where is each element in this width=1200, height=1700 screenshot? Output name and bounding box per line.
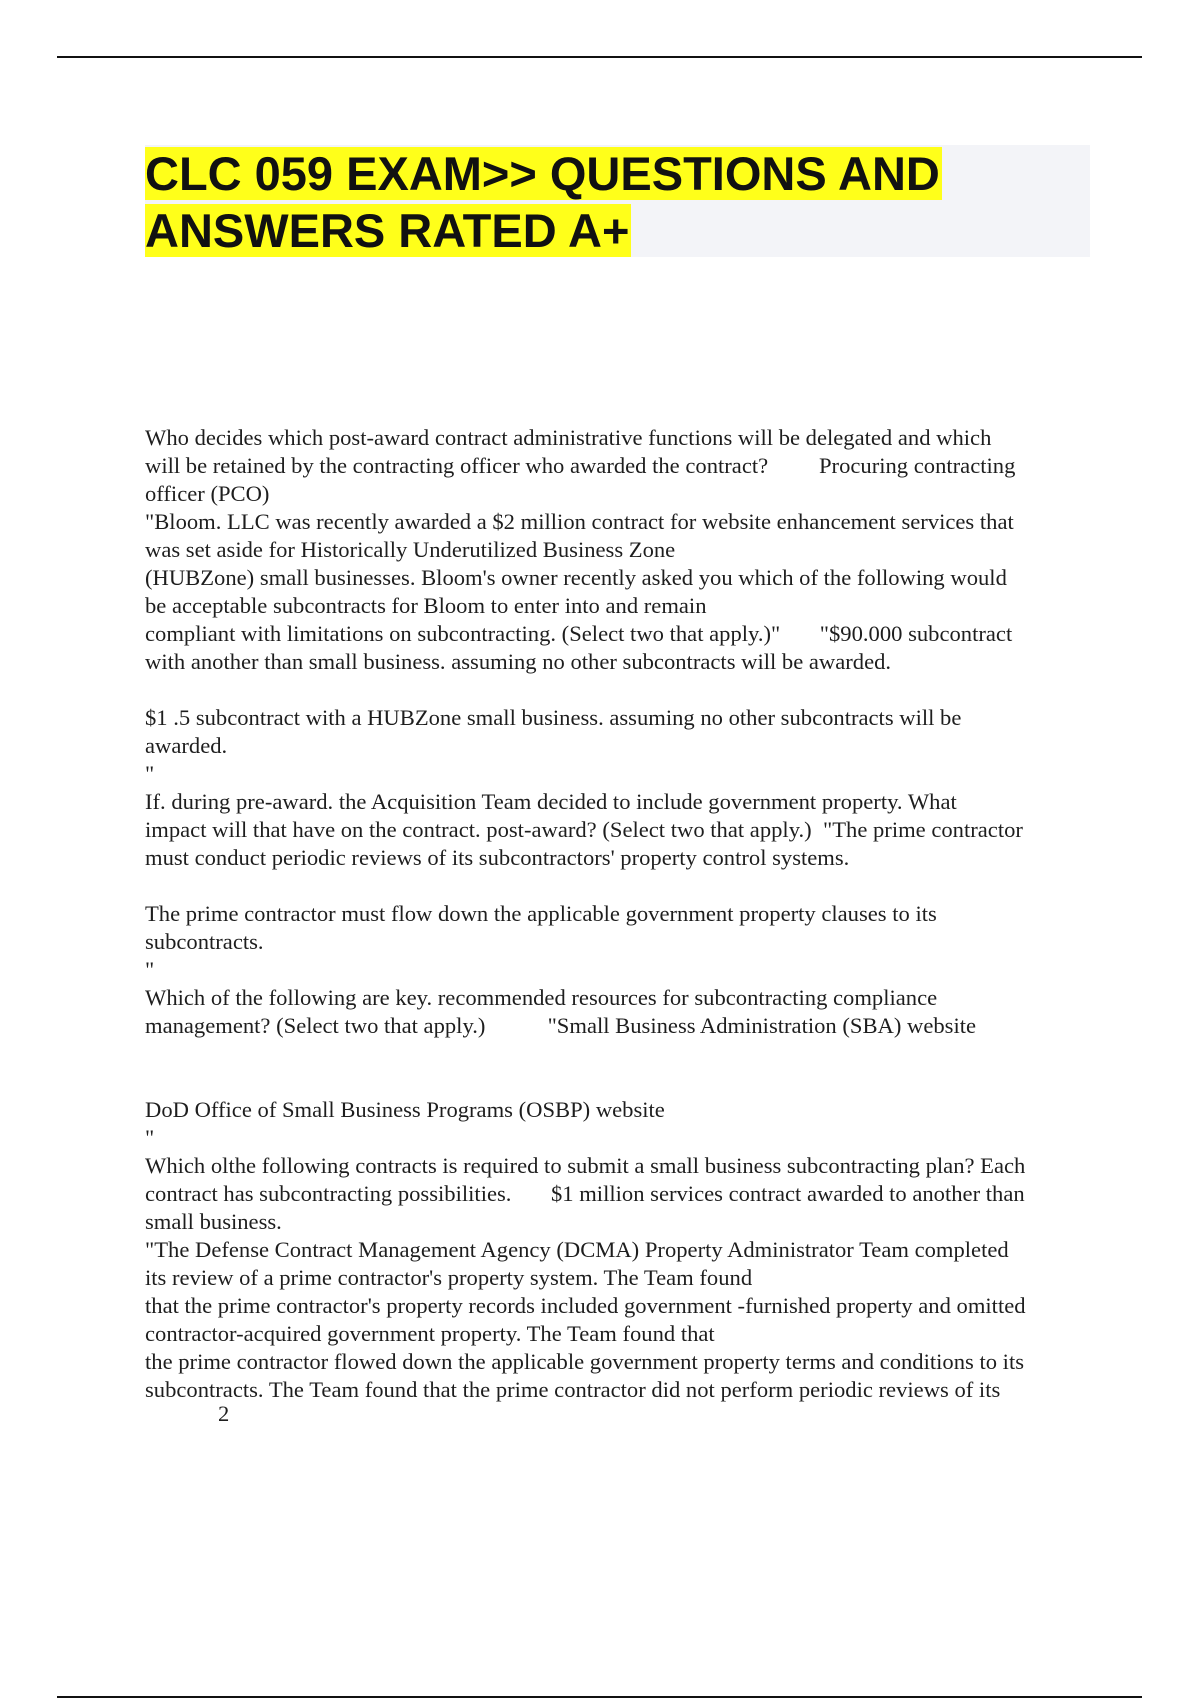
body-line: small business.	[145, 1209, 282, 1234]
body-line: The prime contractor must flow down the applicable government property clauses to its	[145, 901, 937, 926]
body-line: $1 .5 subcontract with a HUBZone small business. assuming no other subcontracts will be	[145, 705, 962, 730]
body-line: the prime contractor flowed down the applicable government property terms and conditions to its	[145, 1349, 1025, 1374]
body-line: Which of the following are key. recommended resources for subcontracting compliance	[145, 985, 938, 1010]
body-line: management? (Select two that apply.) "Small Business Administration (SBA) website	[145, 1013, 977, 1038]
body-line: must conduct periodic reviews of its subcontractors' property control systems.	[145, 845, 850, 870]
page-number: 2	[218, 1401, 230, 1426]
body-line: its review of a prime contractor's property system. The Team found	[145, 1265, 753, 1290]
body-line: with another than small business. assuming no other subcontracts will be awarded.	[145, 649, 892, 674]
body-line: was set aside for Historically Underutilized Business Zone	[145, 537, 676, 562]
title-line-1: CLC 059 EXAM>> QUESTIONS AND	[145, 147, 940, 200]
body-line: "	[145, 761, 155, 786]
body-line: Who decides which post-award contract administrative functions will be delegated and which	[145, 425, 992, 450]
body-line: subcontracts. The Team found that the prime contractor did not perform periodic reviews of its	[145, 1377, 1001, 1402]
body-line: "The Defense Contract Management Agency (DCMA) Property Administrator Team completed	[145, 1237, 1009, 1262]
body-line: impact will that have on the contract. post-award? (Select two that apply.) "The prime contractor	[145, 817, 1023, 842]
body-line: subcontracts.	[145, 929, 264, 954]
body-line: officer (PCO)	[145, 481, 270, 506]
title-line-2: ANSWERS RATED A+	[145, 204, 630, 257]
page-title	[145, 145, 1090, 259]
body-line: contract has subcontracting possibilities. $1 million services contract awarded to another than	[145, 1181, 1025, 1206]
body-line: that the prime contractor's property records included government -furnished property and omitted	[145, 1293, 1026, 1318]
body-line: Which olthe following contracts is required to submit a small business subcontracting plan? Each	[145, 1153, 1026, 1178]
body-line: compliant with limitations on subcontracting. (Select two that apply.)" "$90.000 subcontract	[145, 621, 1013, 646]
paragraph-gap	[145, 676, 1090, 704]
bottom-rule	[57, 1696, 1142, 1698]
document-body	[145, 424, 1090, 1404]
body-line: (HUBZone) small businesses. Bloom's owner recently asked you which of the following would	[145, 565, 1007, 590]
body-line: will be retained by the contracting officer who awarded the contract? Procuring contracting	[145, 453, 1016, 478]
top-rule	[57, 56, 1142, 58]
body-line: DoD Office of Small Business Programs (OSBP) website	[145, 1097, 665, 1122]
body-line: If. during pre-award. the Acquisition Team decided to include government property. What	[145, 789, 957, 814]
paragraph-gap	[145, 872, 1090, 900]
paragraph-gap	[145, 1040, 1090, 1096]
body-line: "	[145, 957, 155, 982]
body-line: contractor-acquired government property. The Team found that	[145, 1321, 715, 1346]
body-line: "	[145, 1125, 155, 1150]
body-line: be acceptable subcontracts for Bloom to enter into and remain	[145, 593, 707, 618]
body-line: awarded.	[145, 733, 228, 758]
body-line: "Bloom. LLC was recently awarded a $2 million contract for website enhancement services that	[145, 509, 1014, 534]
